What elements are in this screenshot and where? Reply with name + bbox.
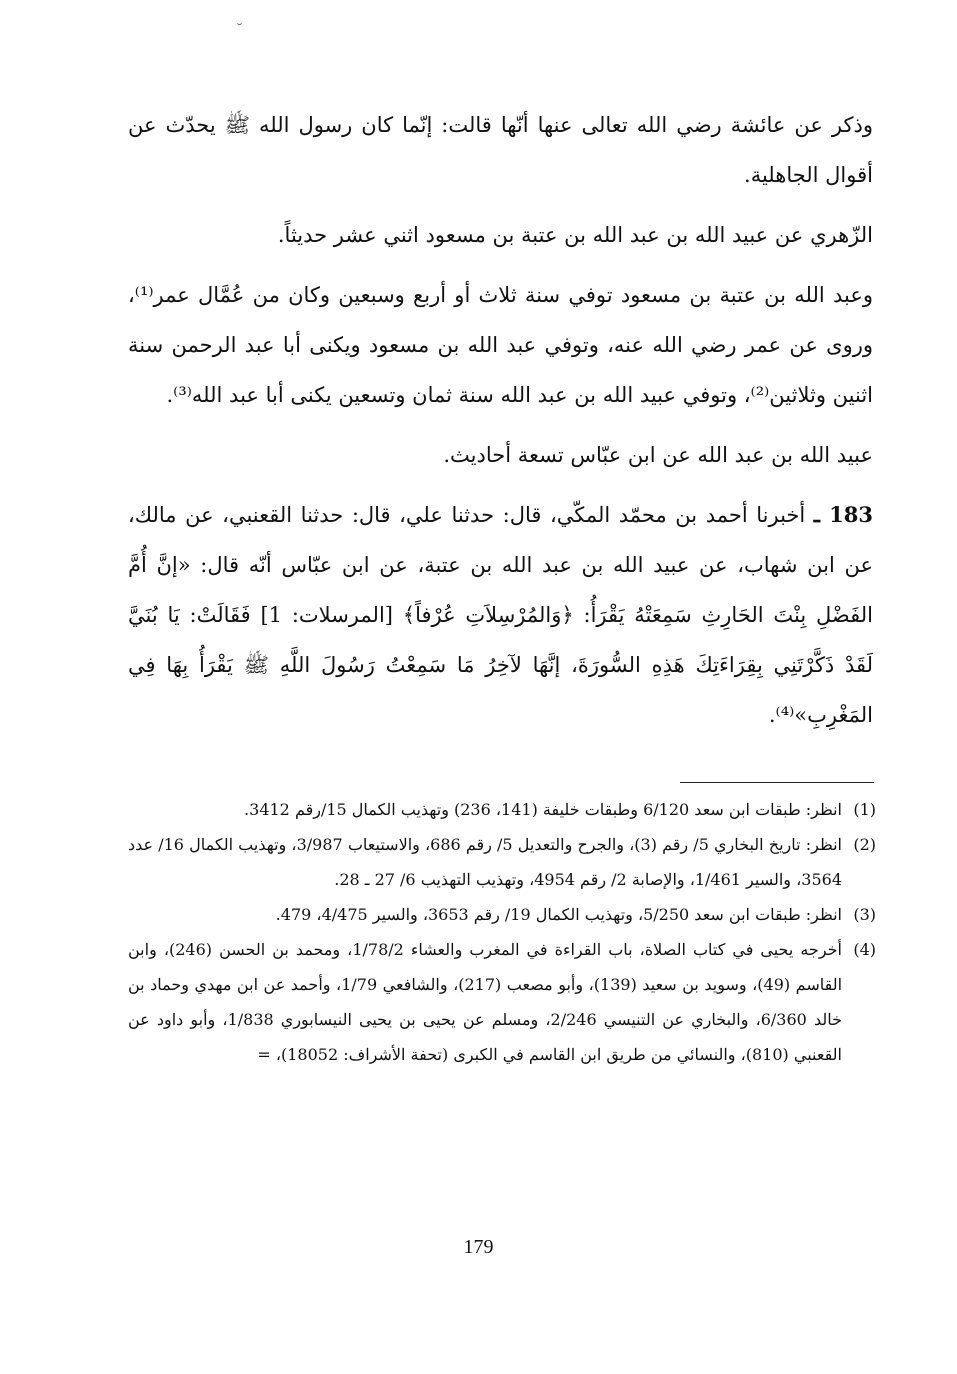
footnote: [128, 827, 876, 897]
hadith-paragraph: [128, 490, 873, 740]
paragraph: وذكر عن عائشة رضي الله تعالى عنها أنّها قالت: إنّما كان رسول الله ﷺ يحدّث عن أقوال الجاهلية.: [128, 113, 873, 187]
footnotes: [128, 792, 876, 1072]
footnote: [128, 792, 876, 827]
hadith-number: 183 ـ: [813, 502, 873, 527]
footnote: [128, 932, 876, 1072]
footnote-number: (3): [853, 905, 876, 924]
footnote-text: أخرجه يحيى في كتاب الصلاة، باب القراءة في المغرب والعشاء 1/78/2، ومحمد بن الحسن (246)، وابن القاسم (49)، وسويد بن سعيد (139)، وأبو مصعب (217)، والشافعي 1/79، وأحمد عن ابن مهدي وحماد بن خالد 6/360، والبخاري عن التنيسي 2/246، ومسلم عن يحيى بن يحيى النيسابوري 1/838، وأبو داود عن القعنبي (810)، والنسائي من طريق ابن القاسم في الكبرى (تحفة الأشراف: 18052)، =: [128, 940, 843, 1064]
footnote-text: انظر: طبقات ابن سعد 5/250، وتهذيب الكمال 19/ رقم 3653، والسير 4/475، 479.: [275, 905, 842, 924]
footnote: [128, 897, 876, 932]
footnote-number: (1): [853, 800, 876, 819]
main-text: [128, 100, 873, 740]
footnote-text: انظر: طبقات ابن سعد 6/120 وطبقات خليفة (141، 236) وتهذيب الكمال 15/رقم 3412.: [244, 800, 842, 819]
paragraph: عبيد الله بن عبد الله عن ابن عبّاس تسعة أحاديث.: [443, 443, 873, 467]
footnote-text: انظر: تاريخ البخاري 5/ رقم (3)، والجرح والتعديل 5/ رقم 686، والاستيعاب 3/987، وتهذيب الكمال 16/ عدد 3564، والسير 1/461، والإصابة 2/ رقم 4954، وتهذيب التهذيب 6/ 27 ـ 28.: [128, 835, 842, 889]
paragraph: وعبد الله بن عتبة بن مسعود توفي سنة ثلاث أو أربع وسبعين وكان من عُمَّال عمر⁽¹⁾، وروى عن عمر رضي الله عنه، وتوفي عبد الله بن مسعود ويكنى أبا عبد الرحمن سنة اثنين وثلاثين⁽²⁾، وتوفي عبيد الله بن عبد الله سنة ثمان وتسعين يكنى أبا عبد الله⁽³⁾.: [128, 283, 873, 407]
top-mark: ˘: [236, 22, 243, 38]
paragraph: الزّهري عن عبيد الله بن عبد الله بن عتبة بن مسعود اثني عشر حديثاً.: [277, 223, 873, 247]
footnote-number: (2): [853, 835, 876, 854]
page-number: 179: [463, 1236, 494, 1258]
footnote-divider: [680, 782, 874, 783]
hadith-text: أخبرنا أحمد بن محمّد المكّي، قال: حدثنا علي، قال: حدثنا القعنبي، عن مالك، عن ابن شهاب، عن عبيد الله بن عبد الله بن عتبة، عن ابن عبّاس أنّه قال: «إنَّ أُمَّ الفَضْلِ بِنْتَ الحَارِثِ سَمِعَتْهُ يَقْرَأُ: ﴿وَالمُرْسِلاَتِ عُرْفاً﴾ [المرسلات: 1] فَقَالَتْ: يَا بُنَيَّ لَقَدْ ذَكَّرْتَنِي بِقِرَاءَتِكَ هَذِهِ السُّورَةَ، إنَّهَا لآخِرُ مَا سَمِعْتُ رَسُولَ اللَّهِ ﷺ يَقْرَأُ بِهَا فِي المَغْرِبِ»⁽⁴⁾.: [128, 503, 873, 727]
footnote-number: (4): [853, 940, 876, 959]
